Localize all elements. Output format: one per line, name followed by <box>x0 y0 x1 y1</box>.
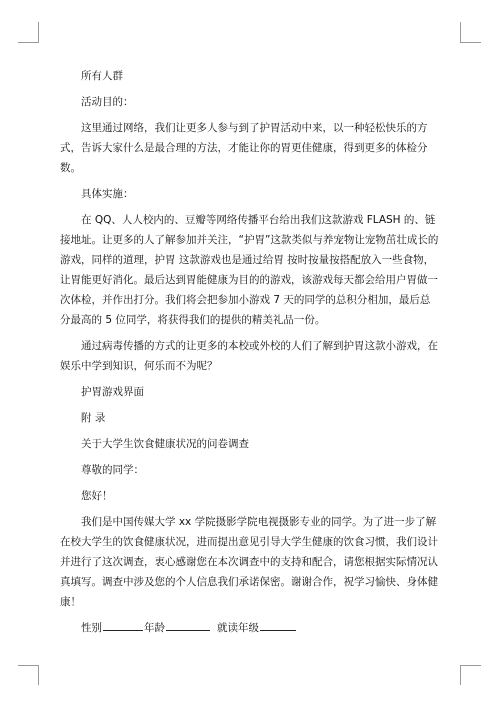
age-blank[interactable] <box>166 618 210 631</box>
personal-info-line <box>60 618 440 638</box>
survey-title: 关于大学生饮食健康状况的问卷调查 <box>81 438 249 450</box>
crop-mark-top-left-horizontal <box>18 42 39 43</box>
implementation-paragraph: 在 QQ、人人校内的、豆瓣等网络传播平台给出我们这款游戏 FLASH 的、链接地址。让更多的人了解参加并关注，“护胃”这款类似与养宠物让宠物茁壮成长的游戏，同样的道理，护胃 这款游戏也是通过给胃 按时按量按搭配放入一些食物，让胃能更好消化。最后达到胃能健康为目的的游戏，该游戏每天都会给用户胃做一次体检，并作出打分。我们将会把参加小游戏 7 天的同学的总积分相加，最后总分最高的 5 位同学，将获得我们的提供的精美礼品一份。 <box>60 214 439 326</box>
crop-mark-bottom-right-vertical <box>460 665 461 685</box>
crop-mark-bottom-right-horizontal <box>460 665 481 666</box>
goal-heading: 活动目的： <box>81 96 134 108</box>
goal-paragraph: 这里通过网络，我们让更多人参与到了护胃活动中来，以一种轻松快乐的方式，告诉大家什么是最合理的方法，才能让你的胃更佳健康，得到更多的体检分数。 <box>60 122 428 174</box>
document-body <box>60 66 440 644</box>
crop-mark-top-right-horizontal <box>460 42 481 43</box>
game-interface-label: 护胃游戏界面 <box>81 386 144 398</box>
crop-mark-bottom-left-vertical <box>38 665 39 685</box>
appendix-heading: 附 录 <box>81 412 106 424</box>
crop-mark-top-left-vertical <box>38 22 39 42</box>
grade-blank[interactable] <box>260 618 296 631</box>
implementation-heading: 具体实施： <box>81 188 134 200</box>
audience-line: 所有人群 <box>81 70 123 82</box>
crop-mark-top-right-vertical <box>460 22 461 42</box>
age-label: 年龄 <box>144 622 165 634</box>
salutation: 尊敬的同学： <box>81 464 144 476</box>
crop-mark-bottom-left-horizontal <box>18 665 39 666</box>
viral-paragraph: 通过病毒传播的方式的让更多的本校或外校的人们了解到护胃这款小游戏，在娱乐中学到知识，何乐而不为呢？ <box>60 340 438 372</box>
gender-label: 性别 <box>81 622 102 634</box>
grade-label: 就读年级 <box>217 622 259 634</box>
greeting: 您好！ <box>81 490 113 502</box>
gender-blank[interactable] <box>103 618 143 631</box>
survey-intro-paragraph: 我们是中国传媒大学 xx 学院摄影学院电视摄影专业的同学。为了进一步了解在校大学生的饮食健康状况，进而提出意见引导大学生健康的饮食习惯，我们设计并进行了这次调查，衷心感谢您在本次调查中的支持和配合，请您根据实际情况认真填写。调查中涉及您的个人信息我们承诺保密。谢谢合作，祝学习愉快、身体健康！ <box>60 516 438 608</box>
